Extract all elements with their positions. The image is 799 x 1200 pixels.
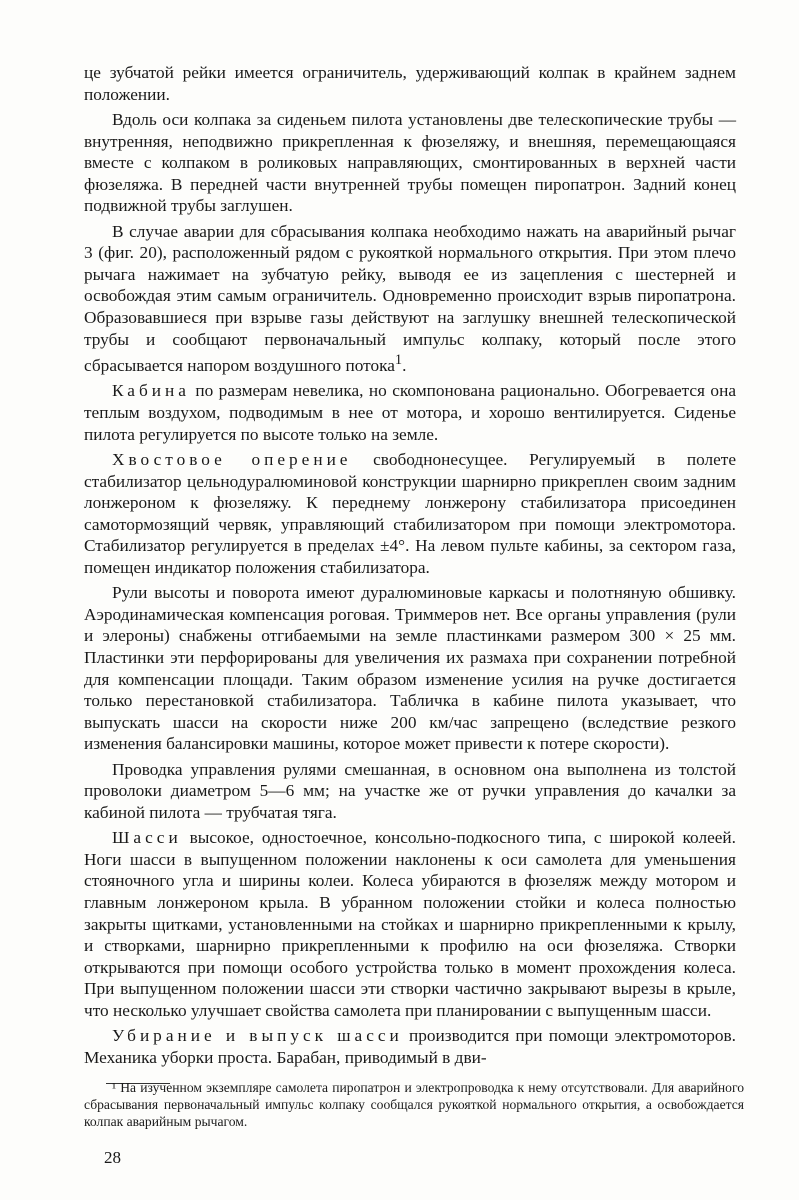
footnote-marker: 1 xyxy=(394,352,403,369)
paragraph-5: Хвостовое оперение свободнонесущее. Регулируемый в полете стабилизатор цельнодуралюминовой конструкции шарнирно прикреплен своим задним лонжероном к фюзеляжу. К переднему лонжерону стабилизатора присоединен самотормозящий червяк, управляющий стабилизатором при помощи электромотора. Стабилизатор регулируется в пределах ±4°. На левом пульте кабины, за сектором газа, помещен индикатор положения стабилизатора. xyxy=(84,450,736,577)
paragraph-8: Шасси высокое, одностоечное, консольно-подкосного типа, с широкой колеей. Ноги шасси в выпущенном положении наклонены к оси самолета для уменьшения стояночного угла и ширины колеи. Колеса убираются в фюзеляж между мотором и главным лонжероном крыла. В убранном положении стойки и колеса полностью закрыты щитками, установленными на стойках и шарнирно прикрепленными к крылу, и створками, шарнирно прикрепленными к профилю на оси фюзеляжа. Створки открываются при помощи особого устройства только в момент прохождения колеса. При выпущенном положении шасси эти створки частично закрывают вырезы в крыле, что несколько улучшает свойства самолета при планировании с выпущенным шасси. xyxy=(84,828,736,1020)
section-lead: Кабина xyxy=(112,381,190,401)
paragraph-3: В случае аварии для сбрасывания колпака необходимо нажать на аварийный рычаг 3 (фиг. 20), расположенный рядом с рукояткой нормального открытия. При этом плечо рычага нажимает на зубчатую рейку, выводя ее из зацепления с шестерней и освобождая этим самым ограничитель. Одновременно происходит взрыв пиропатрона. Образовавшиеся при взрыве газы действуют на заглушку внешней телескопической трубы и сообщают первоначальный импульс колпаку, который после этого сбрасывается напором воздушного потока$^1$. xyxy=(84,221,736,375)
section-lead: Шасси xyxy=(112,828,182,848)
body-text xyxy=(84,62,736,1072)
paragraph-1: це зубчатой рейки имеется ограничитель, удерживающий колпак в крайнем заднем положении. xyxy=(84,63,736,104)
paragraph-6: Рули высоты и поворота имеют дуралюминовые каркасы и полотняную обшивку. Аэродинамическая компенсация роговая. Триммеров нет. Все органы управления (рули и элероны) снабжены отгибаемыми на земле пластинками размером 300 × 25 мм. Пластинки эти перфорированы для увеличения их размаха при сохранении потребной для компенсации площади. Таким образом изменение усилия на ручке достигается только перестановкой стабилизатора. Табличка в кабине пилота указывает, что выпускать шасси на скорости ниже 200 км/час запрещено (вследствие резкого изменения балансировки машины, которое может привести к потере скорости). xyxy=(84,583,736,754)
footnote-text: ¹ На изученном экземпляре самолета пиропатрон и электропроводка к нему отсутствовали. Для аварийного сбрасывания первоначальный импульс колпаку сообщался рукояткой нормального открытия, а освобождается колпак аварийным рычагом. xyxy=(84,1080,744,1129)
page-number: 28 xyxy=(104,1148,121,1167)
paragraph-2: Вдоль оси колпака за сиденьем пилота установлены две телескопические трубы — внутренняя, неподвижно прикрепленная к фюзеляжу, и внешняя, перемещающаяся вместе с колпаком в роликовых направляющих, смонтированных в верхней части фюзеляжа. В передней части внутренней трубы помещен пиропатрон. Задний конец подвижной трубы заглушен. xyxy=(84,110,736,216)
paragraph-4: Кабина по размерам невелика, но скомпонована рационально. Обогревается она теплым воздухом, подводимым в нее от мотора, и хорошо вентилируется. Сиденье пилота регулируется по высоте только на земле. xyxy=(84,381,736,444)
footnote xyxy=(84,1079,744,1130)
paragraph-7: Проводка управления рулями смешанная, в основном она выполнена из толстой проволоки диаметром 5—6 мм; на участке же от ручки управления до качалки за кабиной пилота — трубчатая тяга. xyxy=(84,759,736,822)
section-lead: Убирание и выпуск шасси xyxy=(112,1026,403,1046)
section-lead: Хвостовое оперение xyxy=(112,450,352,470)
paragraph-9: Убирание и выпуск шасси производится при помощи электромоторов. Механика уборки проста. Барабан, приводимый в дви- xyxy=(84,1026,736,1067)
